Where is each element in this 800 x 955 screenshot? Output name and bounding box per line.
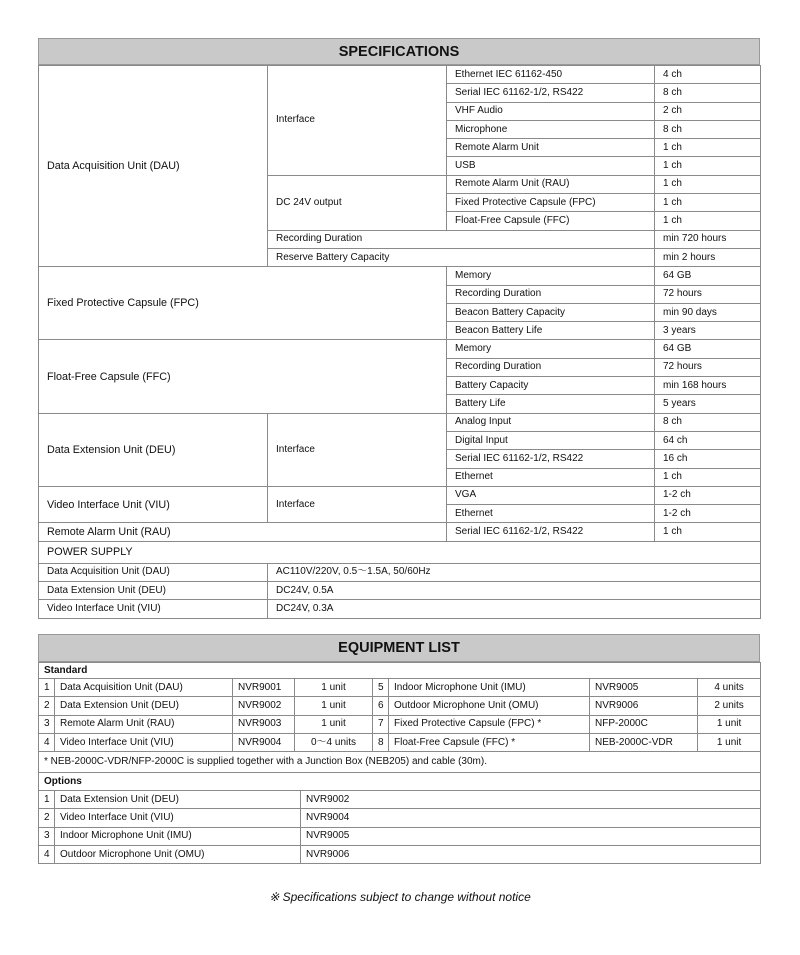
item-qty: 2 units: [698, 697, 761, 715]
rau-label: Remote Alarm Unit (RAU): [39, 523, 447, 541]
options-table: [38, 790, 761, 864]
table-row: [39, 679, 761, 697]
spec-value: min 720 hours: [655, 230, 761, 248]
spec-item: Fixed Protective Capsule (FPC): [447, 194, 655, 212]
option-name: Outdoor Microphone Unit (OMU): [55, 846, 301, 864]
spec-value: 8 ch: [655, 84, 761, 102]
option-name: Data Extension Unit (DEU): [55, 791, 301, 809]
fpc-label: Fixed Protective Capsule (FPC): [39, 267, 447, 340]
spec-value: 72 hours: [655, 358, 761, 376]
spec-value: 1 ch: [655, 468, 761, 486]
options-header-row: [39, 773, 761, 791]
footnote-row: [39, 752, 761, 773]
spec-value: 1 ch: [655, 157, 761, 175]
option-name: Video Interface Unit (VIU): [55, 809, 301, 827]
spec-item: Recording Duration: [268, 230, 655, 248]
table-row: [39, 733, 761, 751]
ffc-label: Float-Free Capsule (FFC): [39, 340, 447, 413]
item-name: Fixed Protective Capsule (FPC) *: [389, 715, 590, 733]
option-model: NVR9002: [301, 791, 761, 809]
spec-item: Microphone: [447, 120, 655, 138]
dau-interface-label: Interface: [268, 66, 447, 176]
item-number: 4: [39, 733, 55, 751]
spec-value: 1 ch: [655, 212, 761, 230]
power-unit: Data Extension Unit (DEU): [39, 582, 268, 600]
spec-value: 8 ch: [655, 120, 761, 138]
item-number: 7: [373, 715, 389, 733]
item-name: Indoor Microphone Unit (IMU): [389, 679, 590, 697]
deu-interface-label: Interface: [268, 413, 447, 486]
spec-item: Ethernet: [447, 468, 655, 486]
specifications-title: SPECIFICATIONS: [38, 38, 760, 65]
spec-item: Remote Alarm Unit: [447, 139, 655, 157]
table-row: [39, 582, 761, 600]
spec-item: Serial IEC 61162-1/2, RS422: [447, 450, 655, 468]
power-supply-title: POWER SUPPLY: [39, 541, 761, 563]
item-number: 2: [39, 697, 55, 715]
item-model: NVR9001: [233, 679, 295, 697]
item-model: NVR9003: [233, 715, 295, 733]
item-name: Data Extension Unit (DEU): [55, 697, 233, 715]
spec-item: Analog Input: [447, 413, 655, 431]
item-model: NEB-2000C-VDR: [590, 733, 698, 751]
spec-item: Beacon Battery Life: [447, 322, 655, 340]
spec-value: 1-2 ch: [655, 505, 761, 523]
item-qty: 4 units: [698, 679, 761, 697]
spec-value: 8 ch: [655, 413, 761, 431]
options-label: Options: [39, 773, 761, 791]
viu-interface-label: Interface: [268, 486, 447, 523]
table-row: [39, 340, 761, 358]
standard-header-row: [39, 663, 761, 679]
table-row: [39, 486, 761, 504]
spec-item: VGA: [447, 486, 655, 504]
equipment-table: [38, 662, 761, 791]
power-value: AC110V/220V, 0.5～1.5A, 50/60Hz: [268, 563, 761, 581]
power-unit: Video Interface Unit (VIU): [39, 600, 268, 618]
table-row: [39, 600, 761, 618]
spec-item: Reserve Battery Capacity: [268, 248, 655, 266]
item-name: Video Interface Unit (VIU): [55, 733, 233, 751]
item-model: NFP-2000C: [590, 715, 698, 733]
spec-value: 64 ch: [655, 431, 761, 449]
spec-item: Float-Free Capsule (FFC): [447, 212, 655, 230]
spec-item: Beacon Battery Capacity: [447, 303, 655, 321]
option-name: Indoor Microphone Unit (IMU): [55, 827, 301, 845]
spec-item: Digital Input: [447, 431, 655, 449]
spec-value: 72 hours: [655, 285, 761, 303]
spec-item: Memory: [447, 340, 655, 358]
spec-item: VHF Audio: [447, 102, 655, 120]
spec-value: 64 GB: [655, 267, 761, 285]
viu-label: Video Interface Unit (VIU): [39, 486, 268, 523]
dau-dc-output-label: DC 24V output: [268, 175, 447, 230]
spec-item: Battery Life: [447, 395, 655, 413]
spec-value: min 90 days: [655, 303, 761, 321]
spec-item: Battery Capacity: [447, 377, 655, 395]
item-qty: 0～4 units: [295, 733, 373, 751]
spec-value: 5 years: [655, 395, 761, 413]
change-notice: ※ Specifications subject to change without notice: [269, 890, 531, 904]
item-name: Float-Free Capsule (FFC) *: [389, 733, 590, 751]
item-qty: 1 unit: [295, 679, 373, 697]
spec-item: Ethernet: [447, 505, 655, 523]
item-number: 1: [39, 679, 55, 697]
item-number: 5: [373, 679, 389, 697]
equipment-list-section: [38, 634, 760, 864]
item-model: NVR9005: [590, 679, 698, 697]
spec-item: Ethernet IEC 61162-450: [447, 66, 655, 84]
item-model: NVR9006: [590, 697, 698, 715]
table-row: [39, 523, 761, 541]
table-row: [39, 827, 761, 845]
table-row: [39, 846, 761, 864]
item-name: Data Acquisition Unit (DAU): [55, 679, 233, 697]
spec-item: USB: [447, 157, 655, 175]
footnote: * NEB-2000C-VDR/NFP-2000C is supplied together with a Junction Box (NEB205) and cable (30m).: [39, 752, 761, 773]
option-number: 4: [39, 846, 55, 864]
table-row: [39, 413, 761, 431]
item-model: NVR9004: [233, 733, 295, 751]
spec-item: Serial IEC 61162-1/2, RS422: [447, 523, 655, 541]
equipment-list-title: EQUIPMENT LIST: [38, 634, 760, 662]
spec-value: 1 ch: [655, 139, 761, 157]
spec-item: Recording Duration: [447, 358, 655, 376]
dau-label: Data Acquisition Unit (DAU): [39, 66, 268, 267]
spec-value: 3 years: [655, 322, 761, 340]
option-model: NVR9005: [301, 827, 761, 845]
spec-value: 1 ch: [655, 523, 761, 541]
spec-value: 16 ch: [655, 450, 761, 468]
spec-value: 64 GB: [655, 340, 761, 358]
table-row: [39, 66, 761, 84]
spec-value: 1 ch: [655, 175, 761, 193]
deu-label: Data Extension Unit (DEU): [39, 413, 268, 486]
option-number: 3: [39, 827, 55, 845]
option-model: NVR9004: [301, 809, 761, 827]
option-model: NVR9006: [301, 846, 761, 864]
table-row: [39, 697, 761, 715]
table-row: [39, 563, 761, 581]
option-number: 2: [39, 809, 55, 827]
power-unit: Data Acquisition Unit (DAU): [39, 563, 268, 581]
spec-value: min 168 hours: [655, 377, 761, 395]
spec-value: 4 ch: [655, 66, 761, 84]
spec-value: 1 ch: [655, 194, 761, 212]
item-qty: 1 unit: [295, 697, 373, 715]
item-name: Outdoor Microphone Unit (OMU): [389, 697, 590, 715]
table-row: [39, 715, 761, 733]
specifications-section: [38, 38, 760, 619]
power-supply-header-row: [39, 541, 761, 563]
item-number: 8: [373, 733, 389, 751]
table-row: [39, 791, 761, 809]
spec-item: Remote Alarm Unit (RAU): [447, 175, 655, 193]
spec-item: Recording Duration: [447, 285, 655, 303]
item-model: NVR9002: [233, 697, 295, 715]
item-qty: 1 unit: [698, 733, 761, 751]
item-number: 6: [373, 697, 389, 715]
spec-value: 2 ch: [655, 102, 761, 120]
option-number: 1: [39, 791, 55, 809]
spec-value: 1-2 ch: [655, 486, 761, 504]
spec-item: Memory: [447, 267, 655, 285]
item-qty: 1 unit: [698, 715, 761, 733]
table-row: [39, 267, 761, 285]
item-number: 3: [39, 715, 55, 733]
table-row: [39, 809, 761, 827]
standard-label: Standard: [39, 663, 761, 679]
spec-item: Serial IEC 61162-1/2, RS422: [447, 84, 655, 102]
power-value: DC24V, 0.5A: [268, 582, 761, 600]
item-name: Remote Alarm Unit (RAU): [55, 715, 233, 733]
spec-value: min 2 hours: [655, 248, 761, 266]
power-value: DC24V, 0.3A: [268, 600, 761, 618]
item-qty: 1 unit: [295, 715, 373, 733]
specifications-table: [38, 65, 761, 619]
